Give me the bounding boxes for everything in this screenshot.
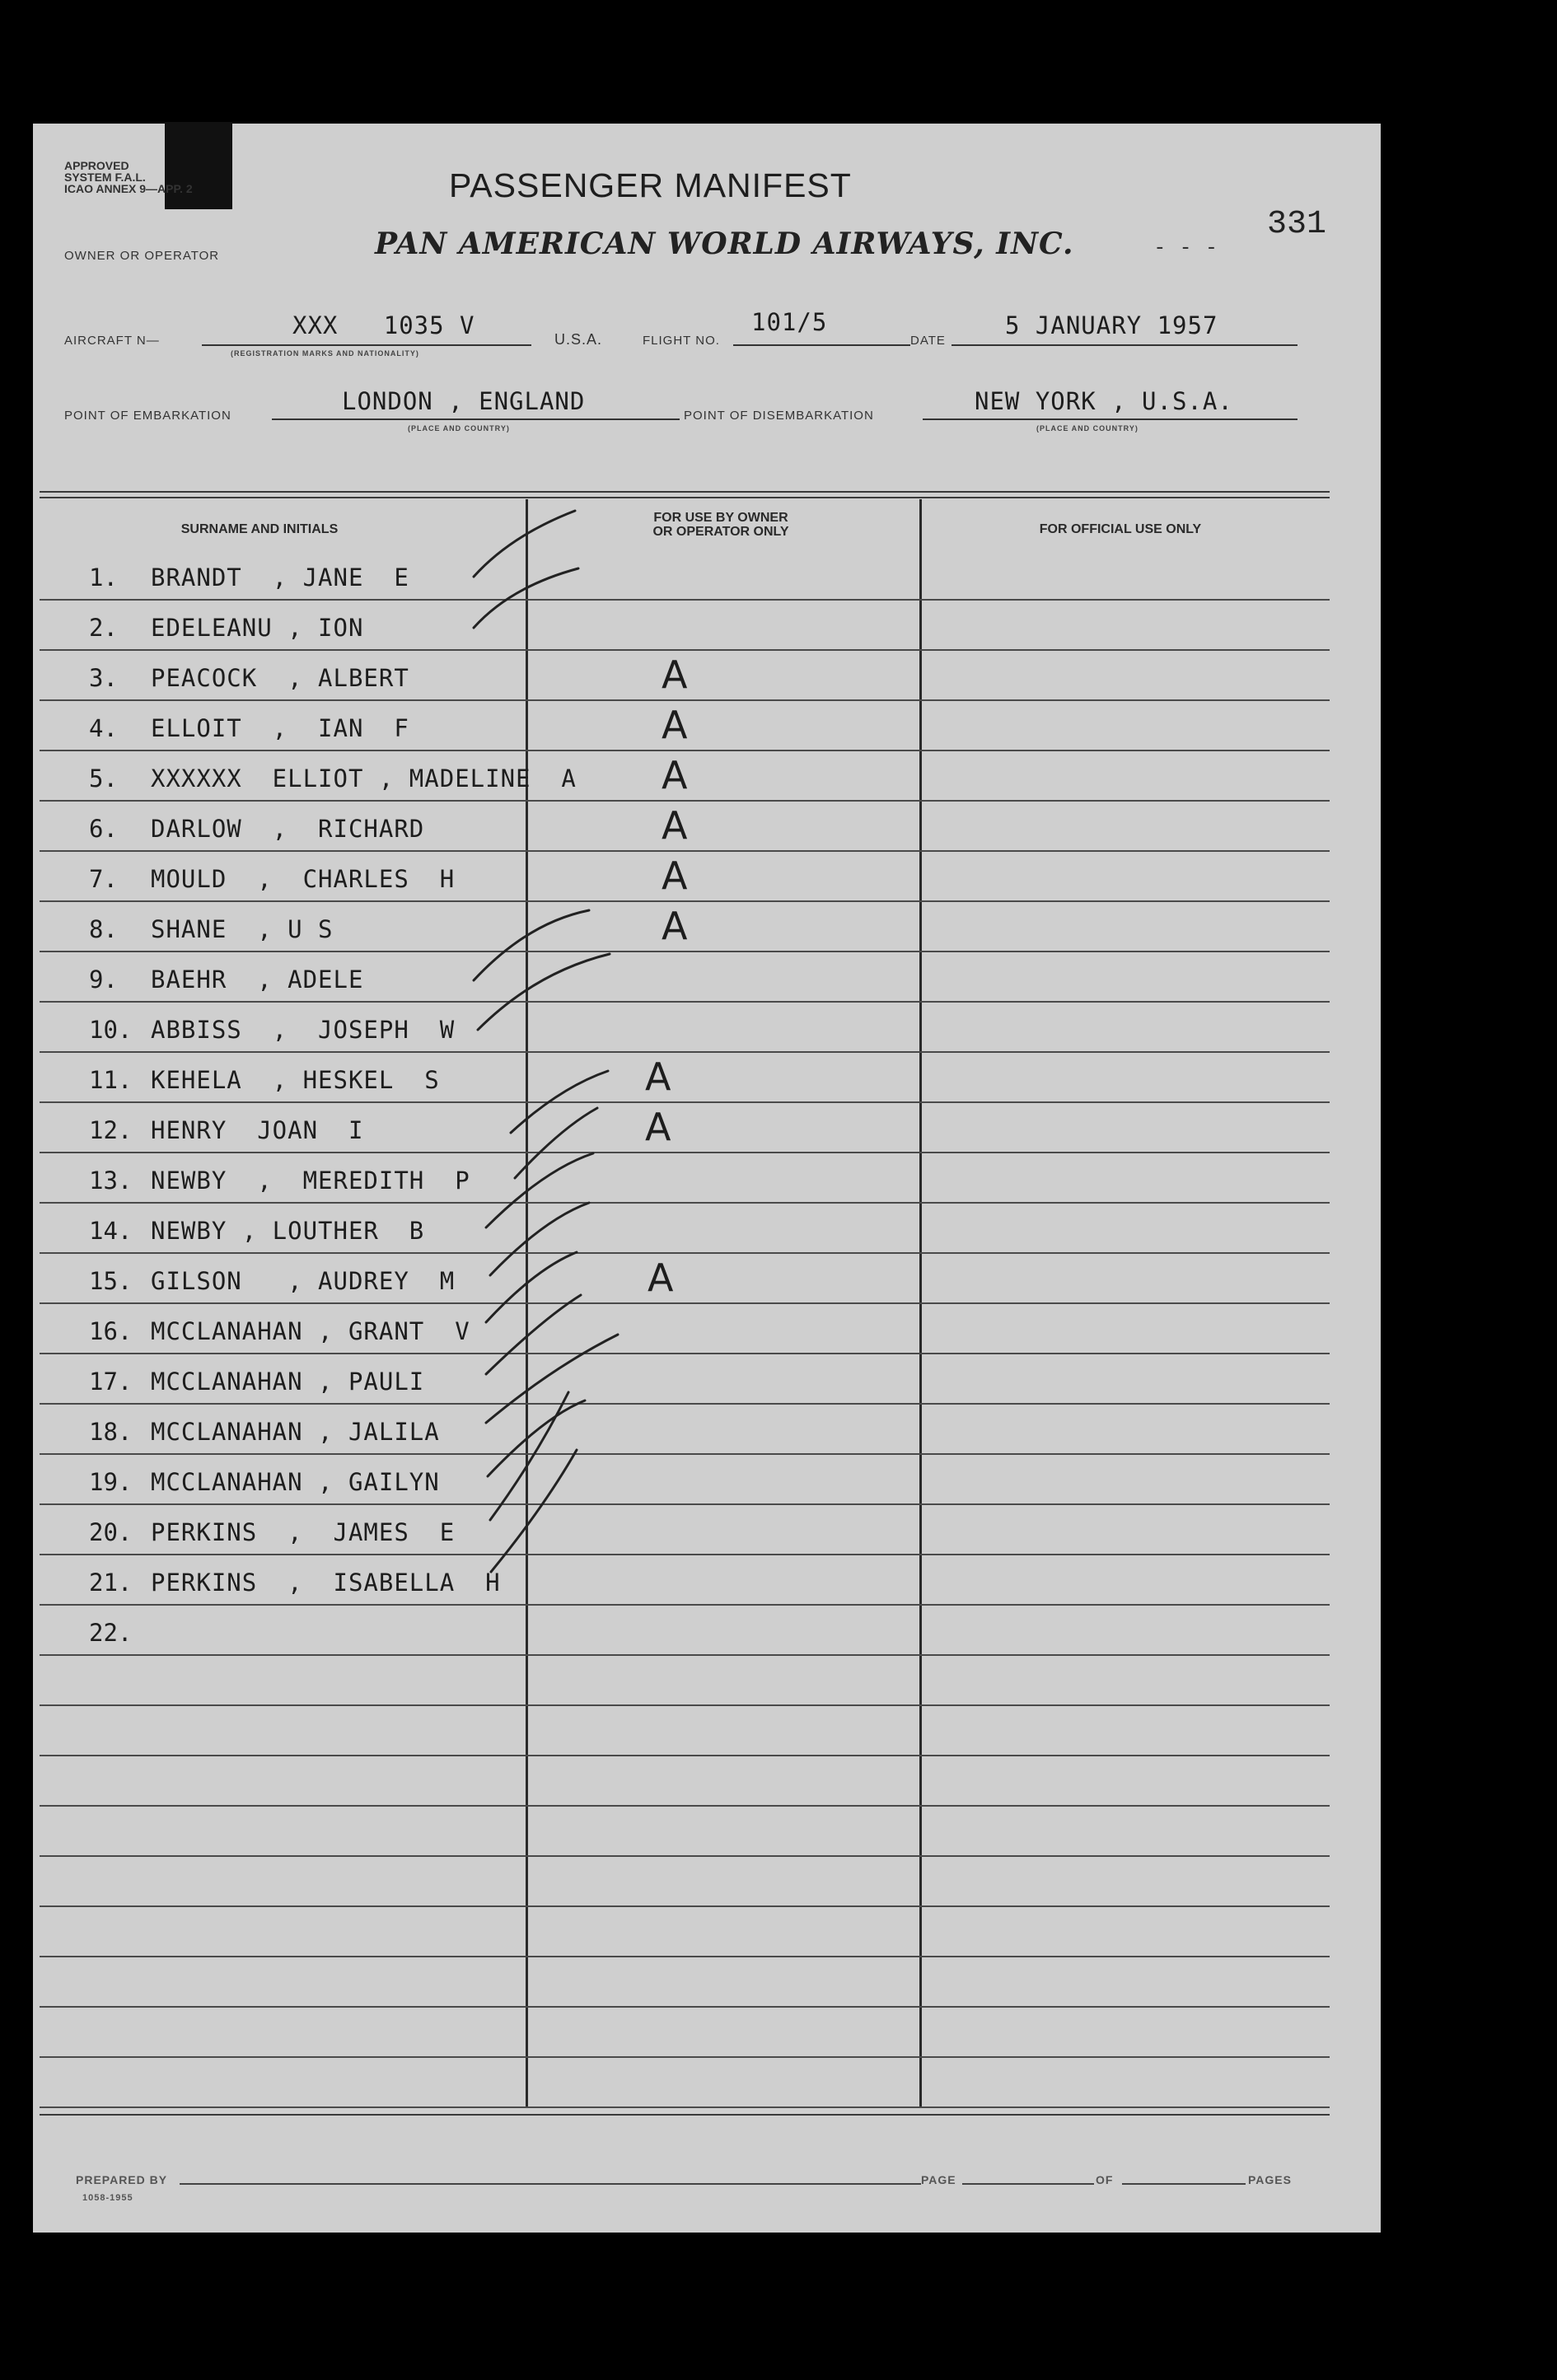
passenger-name: MOULD , CHARLES H: [151, 865, 456, 893]
owner-value: PAN AMERICAN WORLD AIRWAYS, INC.: [375, 227, 1074, 261]
row-number: 4.: [89, 714, 118, 742]
page-line: [962, 2183, 1094, 2185]
passenger-name: XXXXXX ELLIOT , MADELINE A: [151, 764, 577, 793]
passenger-name: ABBISS , JOSEPH W: [151, 1016, 456, 1044]
passenger-name: EDELEANU , ION: [151, 614, 364, 642]
passenger-name: PEACOCK , ALBERT: [151, 664, 409, 692]
row-number: 16.: [89, 1317, 133, 1345]
dash-mark: - - -: [1153, 235, 1218, 260]
row-number: 8.: [89, 915, 118, 943]
handwritten-mark: A: [645, 1054, 671, 1099]
form-code: 1058-1955: [82, 2193, 133, 2203]
prepared-by-label: PREPARED BY: [76, 2173, 168, 2186]
row-number: 5.: [89, 764, 118, 793]
pages-label: PAGES: [1248, 2173, 1292, 2186]
row-number: 15.: [89, 1267, 133, 1295]
column-header-name: SURNAME AND INITIALS: [180, 522, 339, 536]
date-value: 5 JANUARY 1957: [1005, 311, 1218, 339]
disembark-label: POINT OF DISEMBARKATION: [684, 409, 874, 423]
date-label: DATE: [910, 334, 946, 348]
row-number: 20.: [89, 1518, 133, 1546]
passenger-name: ELLOIT , IAN F: [151, 714, 409, 742]
row-number: 13.: [89, 1167, 133, 1195]
passenger-name: GILSON , AUDREY M: [151, 1267, 456, 1295]
passenger-name: DARLOW , RICHARD: [151, 815, 425, 843]
handwritten-mark: A: [648, 1255, 674, 1300]
row-number: 21.: [89, 1569, 133, 1597]
aircraft-value: XXX 1035 V: [292, 311, 475, 339]
handwritten-mark: A: [662, 703, 688, 747]
row-number: 1.: [89, 563, 118, 591]
row-number: 2.: [89, 614, 118, 642]
page-number: 331: [1267, 206, 1327, 243]
usa-label: U.S.A.: [554, 331, 603, 348]
row-number: 22.: [89, 1619, 133, 1647]
passenger-name: PERKINS , ISABELLA H: [151, 1569, 501, 1597]
passenger-name: MCCLANAHAN , PAULI: [151, 1368, 425, 1396]
prepared-by-line: [180, 2183, 921, 2185]
column-header-owner-use: FOR USE BY OWNER OR OPERATOR ONLY: [652, 511, 789, 539]
passenger-name: MCCLANAHAN , GRANT V: [151, 1317, 470, 1345]
handwritten-mark: A: [662, 853, 688, 898]
flight-label: FLIGHT NO.: [643, 334, 720, 348]
of-line: [1122, 2183, 1246, 2185]
passenger-name: SHANE , U S: [151, 915, 334, 943]
passenger-name: BRANDT , JANE E: [151, 563, 409, 591]
passenger-name: PERKINS , JAMES E: [151, 1518, 456, 1546]
embark-note: (PLACE AND COUNTRY): [408, 424, 510, 433]
passenger-name: NEWBY , LOUTHER B: [151, 1217, 425, 1245]
page-label: PAGE: [921, 2173, 956, 2186]
passenger-name: BAEHR , ADELE: [151, 966, 364, 994]
approved-line-1: APPROVED: [64, 159, 129, 172]
row-number: 3.: [89, 664, 118, 692]
aircraft-label: AIRCRAFT N—: [64, 334, 160, 348]
passenger-name: HENRY JOAN I: [151, 1116, 364, 1144]
row-number: 12.: [89, 1116, 133, 1144]
handwritten-mark: A: [662, 803, 688, 848]
approved-line-3: ICAO ANNEX 9—APP. 2: [64, 182, 193, 195]
handwritten-mark: A: [662, 753, 688, 797]
disembark-note: (PLACE AND COUNTRY): [1036, 424, 1139, 433]
row-number: 9.: [89, 966, 118, 994]
row-number: 10.: [89, 1016, 133, 1044]
passenger-name: NEWBY , MEREDITH P: [151, 1167, 470, 1195]
passenger-name: KEHELA , HESKEL S: [151, 1066, 440, 1094]
row-number: 11.: [89, 1066, 133, 1094]
passenger-name: MCCLANAHAN , GAILYN: [151, 1468, 440, 1496]
row-number: 14.: [89, 1217, 133, 1245]
handwritten-mark: A: [662, 904, 688, 948]
row-number: 18.: [89, 1418, 133, 1446]
approved-line-2: SYSTEM F.A.L.: [64, 171, 146, 184]
disembark-value: NEW YORK , U.S.A.: [975, 387, 1233, 415]
flight-value: 101/5: [751, 308, 828, 336]
owner-label: OWNER OR OPERATOR: [64, 249, 220, 263]
row-number: 17.: [89, 1368, 133, 1396]
page-title: PASSENGER MANIFEST: [449, 166, 852, 204]
column-header-official-use: FOR OFFICIAL USE ONLY: [1039, 522, 1202, 536]
handwritten-mark: A: [662, 652, 688, 697]
embark-value: LONDON , ENGLAND: [342, 387, 586, 415]
passenger-name: MCCLANAHAN , JALILA: [151, 1418, 440, 1446]
row-number: 19.: [89, 1468, 133, 1496]
of-label: OF: [1096, 2173, 1114, 2186]
row-number: 7.: [89, 865, 118, 893]
registration-note: (REGISTRATION MARKS AND NATIONALITY): [231, 349, 419, 358]
row-number: 6.: [89, 815, 118, 843]
embark-label: POINT OF EMBARKATION: [64, 409, 231, 423]
handwritten-mark: A: [645, 1105, 671, 1149]
